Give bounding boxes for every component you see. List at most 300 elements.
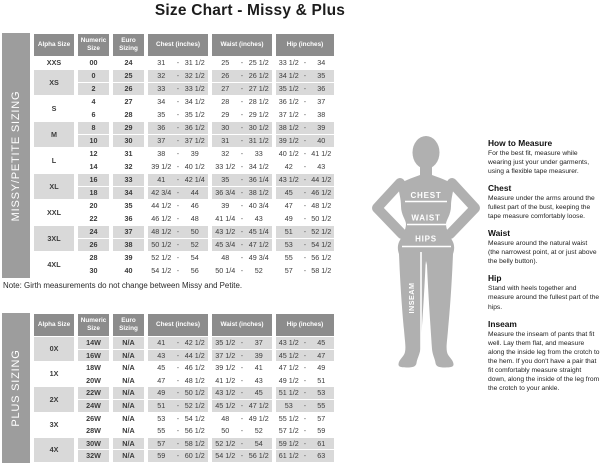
chest-min: 46 1/2 — [151, 214, 172, 223]
alpha-size-cell: XS — [34, 70, 74, 95]
hip-range-cell — [276, 413, 334, 425]
hip-min: 45 1/2 — [278, 350, 299, 360]
hip-max: 49 — [317, 363, 326, 373]
table-row — [34, 252, 334, 264]
range-dash: - — [240, 227, 244, 236]
waist-max: 52 — [254, 266, 263, 275]
alpha-size-cell: S — [34, 96, 74, 121]
range-dash: - — [240, 149, 244, 158]
chest-min: 45 — [157, 363, 166, 373]
range-dash: - — [240, 253, 244, 262]
table-row — [34, 450, 334, 462]
euro-size-cell: 36 — [113, 213, 144, 225]
hip-max: 47 — [317, 350, 326, 360]
instruction-heading: Waist — [488, 228, 511, 239]
hip-range-cell — [276, 213, 334, 225]
numeric-size-cell: 16W — [78, 350, 109, 362]
range-dash: - — [303, 375, 307, 385]
euro-size-cell: N/A — [113, 337, 144, 349]
table-row — [34, 226, 334, 238]
euro-size-cell: N/A — [113, 362, 144, 374]
range-dash: - — [176, 240, 180, 249]
chest-range-cell — [148, 187, 208, 199]
hips-figure-label: HIPS — [415, 234, 437, 244]
numeric-size-cell: 2 — [78, 83, 109, 95]
range-dash: - — [240, 71, 244, 80]
hip-min: 61 1/2 — [278, 451, 299, 461]
range-dash: - — [176, 175, 180, 184]
hip-min: 47 1/2 — [278, 363, 299, 373]
waist-range-cell — [212, 187, 272, 199]
euro-size-cell: 26 — [113, 83, 144, 95]
chest-max: 50 1/2 — [184, 388, 205, 398]
chest-range-cell — [148, 109, 208, 121]
hip-range-cell — [276, 265, 334, 277]
numeric-size-cell: 32W — [78, 450, 109, 462]
chest-max: 50 — [190, 227, 199, 236]
euro-size-cell: 29 — [113, 122, 144, 134]
hip-range-cell — [276, 438, 334, 450]
numeric-size-cell: 20 — [78, 200, 109, 212]
euro-size-cell: N/A — [113, 438, 144, 450]
hip-range-cell — [276, 362, 334, 374]
range-dash: - — [240, 84, 244, 93]
chest-max: 52 — [190, 240, 199, 249]
waist-range-cell — [212, 425, 272, 437]
waist-max: 43 — [254, 214, 263, 223]
range-dash: - — [303, 253, 307, 262]
waist-max: 45 — [254, 388, 263, 398]
chest-min: 33 — [157, 84, 166, 93]
numeric-size-cell: 00 — [78, 57, 109, 69]
range-dash: - — [176, 84, 180, 93]
range-dash: - — [303, 84, 307, 93]
chest-range-cell — [148, 83, 208, 95]
waist-max: 47 1/2 — [248, 240, 269, 249]
waist-min: 30 — [221, 123, 230, 132]
hip-max: 41 1/2 — [311, 149, 332, 158]
range-dash: - — [240, 400, 244, 410]
waist-range-cell — [212, 226, 272, 238]
numeric-size-cell: 12 — [78, 148, 109, 160]
hip-range-cell — [276, 200, 334, 212]
euro-size-cell: 30 — [113, 135, 144, 147]
table-row — [34, 122, 334, 134]
alpha-size-cell: 3XL — [34, 226, 74, 251]
range-dash: - — [176, 110, 180, 119]
numeric-size-cell: 24W — [78, 400, 109, 412]
waist-range-cell — [212, 161, 272, 173]
hip-max: 38 — [317, 110, 326, 119]
chest-range-cell — [148, 200, 208, 212]
chest-range-cell — [148, 226, 208, 238]
chest-max: 54 1/2 — [184, 413, 205, 423]
hip-range-cell — [276, 109, 334, 121]
chest-max: 56 — [190, 266, 199, 275]
chest-max: 35 1/2 — [184, 110, 205, 119]
chest-range-cell — [148, 350, 208, 362]
hip-max: 61 — [317, 438, 326, 448]
alpha-size-cell: XXL — [34, 200, 74, 225]
waist-range-cell — [212, 252, 272, 264]
column-header: Waist (inches) — [212, 34, 272, 56]
range-dash: - — [240, 97, 244, 106]
column-header: Numeric Size — [78, 314, 109, 336]
hip-max: 52 1/2 — [311, 227, 332, 236]
chest-max: 46 1/2 — [184, 363, 205, 373]
hip-range-cell — [276, 70, 334, 82]
euro-size-cell: N/A — [113, 450, 144, 462]
table-row — [34, 213, 334, 225]
waist-min: 39 1/2 — [215, 363, 236, 373]
range-dash: - — [240, 363, 244, 373]
chest-max: 60 1/2 — [184, 451, 205, 461]
range-dash: - — [303, 58, 307, 67]
chest-range-cell — [148, 148, 208, 160]
waist-min: 45 1/2 — [215, 400, 236, 410]
table-row — [34, 375, 334, 387]
table-row — [34, 187, 334, 199]
numeric-size-cell: 26 — [78, 239, 109, 251]
chest-min: 38 — [157, 149, 166, 158]
missy-petite-section — [2, 33, 338, 278]
instruction-heading: Chest — [488, 183, 512, 194]
waist-min: 48 — [221, 253, 230, 262]
waist-range-cell — [212, 200, 272, 212]
hip-min: 49 1/2 — [278, 375, 299, 385]
waist-range-cell — [212, 57, 272, 69]
range-dash: - — [303, 110, 307, 119]
waist-min: 35 1/2 — [215, 338, 236, 347]
numeric-size-cell: 26W — [78, 413, 109, 425]
page-title: Size Chart - Missy & Plus — [154, 2, 346, 19]
chest-min: 49 — [157, 388, 166, 398]
instruction-body: Measure the inseam of pants that fit well. Lay them flat, and measure along the inside leg from the crotch to the hem. If you don't have a pair that fit comfortably measure straight down, along the inside of the leg from the crotch to your ankle. — [488, 330, 600, 392]
euro-size-cell: 27 — [113, 96, 144, 108]
numeric-size-cell: 16 — [78, 174, 109, 186]
chest-min: 48 1/2 — [151, 227, 172, 236]
table-row — [34, 135, 334, 147]
waist-range-cell — [212, 83, 272, 95]
waist-max: 49 1/2 — [248, 413, 269, 423]
hip-max: 58 1/2 — [311, 266, 332, 275]
range-dash: - — [176, 214, 180, 223]
range-dash: - — [303, 188, 307, 197]
plus-sizing-label: PLUS SIZING — [10, 349, 22, 427]
chest-max: 48 1/2 — [184, 375, 205, 385]
waist-max: 28 1/2 — [248, 97, 269, 106]
range-dash: - — [176, 375, 180, 385]
hip-range-cell — [276, 387, 334, 399]
hip-range-cell — [276, 350, 334, 362]
numeric-size-cell: 8 — [78, 122, 109, 134]
waist-max: 27 1/2 — [248, 84, 269, 93]
waist-max: 29 1/2 — [248, 110, 269, 119]
waist-min: 50 1/4 — [215, 266, 236, 275]
waist-max: 39 — [254, 350, 263, 360]
euro-size-cell: N/A — [113, 425, 144, 437]
waist-range-cell — [212, 362, 272, 374]
body-silhouette — [371, 135, 483, 373]
missy-petite-sidebar — [2, 33, 30, 278]
waist-range-cell — [212, 265, 272, 277]
hip-range-cell — [276, 57, 334, 69]
range-dash: - — [303, 400, 307, 410]
waist-min: 48 — [221, 413, 230, 423]
column-header: Euro Sizing — [113, 314, 144, 336]
numeric-size-cell: 28 — [78, 252, 109, 264]
chest-min: 51 — [157, 400, 166, 410]
chest-min: 34 — [157, 97, 166, 106]
chest-range-cell — [148, 337, 208, 349]
range-dash: - — [303, 214, 307, 223]
column-header: Alpha Size — [34, 314, 74, 336]
euro-size-cell: 35 — [113, 200, 144, 212]
waist-min: 25 — [221, 58, 230, 67]
table-row — [34, 109, 334, 121]
waist-range-cell — [212, 122, 272, 134]
alpha-size-cell: L — [34, 148, 74, 173]
table-row — [34, 438, 334, 450]
chest-min: 54 1/2 — [151, 266, 172, 275]
waist-range-cell — [212, 96, 272, 108]
range-dash: - — [176, 71, 180, 80]
euro-size-cell: N/A — [113, 413, 144, 425]
hip-min: 33 1/2 — [278, 58, 299, 67]
range-dash: - — [176, 438, 180, 448]
hip-max: 48 1/2 — [311, 201, 332, 210]
chest-range-cell — [148, 161, 208, 173]
table-row — [34, 425, 334, 437]
range-dash: - — [303, 438, 307, 448]
chest-min: 37 — [157, 136, 166, 145]
chest-range-cell — [148, 213, 208, 225]
hip-min: 42 — [284, 162, 293, 171]
waist-max: 38 1/2 — [248, 188, 269, 197]
chest-min: 41 — [157, 175, 166, 184]
waist-max: 43 — [254, 375, 263, 385]
chest-range-cell — [148, 70, 208, 82]
header-row — [34, 34, 334, 56]
hip-min: 55 1/2 — [278, 413, 299, 423]
chest-min: 57 — [157, 438, 166, 448]
euro-size-cell: 33 — [113, 174, 144, 186]
hip-max: 50 1/2 — [311, 214, 332, 223]
hip-max: 40 — [317, 136, 326, 145]
chest-range-cell — [148, 362, 208, 374]
hip-range-cell — [276, 83, 334, 95]
waist-max: 56 1/2 — [248, 451, 269, 461]
hip-range-cell — [276, 135, 334, 147]
waist-range-cell — [212, 337, 272, 349]
chest-max: 31 1/2 — [184, 58, 205, 67]
chest-max: 33 1/2 — [184, 84, 205, 93]
range-dash: - — [240, 110, 244, 119]
hip-max: 56 1/2 — [311, 253, 332, 262]
hip-max: 63 — [317, 451, 326, 461]
hip-min: 51 — [284, 227, 293, 236]
waist-figure-label: WAIST — [411, 213, 441, 223]
euro-size-cell: 34 — [113, 187, 144, 199]
waist-min: 32 — [221, 149, 230, 158]
table-row — [34, 337, 334, 349]
hip-min: 36 1/2 — [278, 97, 299, 106]
numeric-size-cell: 14 — [78, 161, 109, 173]
chest-min: 36 — [157, 123, 166, 132]
plus-section — [2, 313, 338, 463]
hip-min: 34 1/2 — [278, 71, 299, 80]
numeric-size-cell: 6 — [78, 109, 109, 121]
chest-min: 41 — [157, 338, 166, 347]
instruction-body: Measure around the natural waist (the narrowest point, at or just above the belly button). — [488, 240, 597, 266]
table-row — [34, 400, 334, 412]
waist-range-cell — [212, 148, 272, 160]
column-header: Waist (inches) — [212, 314, 272, 336]
range-dash: - — [303, 136, 307, 145]
euro-size-cell: 39 — [113, 252, 144, 264]
range-dash: - — [240, 214, 244, 223]
silhouette-left-arm — [377, 183, 402, 234]
chest-range-cell — [148, 96, 208, 108]
waist-min: 43 1/2 — [215, 388, 236, 398]
chest-max: 44 — [190, 188, 199, 197]
range-dash: - — [240, 136, 244, 145]
table-row — [34, 57, 334, 69]
numeric-size-cell: 30 — [78, 265, 109, 277]
alpha-size-cell: 4X — [34, 438, 74, 462]
chest-max: 42 1/2 — [184, 338, 205, 347]
hip-min: 57 1/2 — [278, 426, 299, 436]
table-row — [34, 70, 334, 82]
numeric-size-cell: 28W — [78, 425, 109, 437]
hip-range-cell — [276, 400, 334, 412]
chest-range-cell — [148, 57, 208, 69]
alpha-size-cell: XL — [34, 174, 74, 199]
chest-range-cell — [148, 122, 208, 134]
waist-range-cell — [212, 438, 272, 450]
table-row — [34, 96, 334, 108]
alpha-size-cell: M — [34, 122, 74, 147]
range-dash: - — [176, 253, 180, 262]
column-header: Chest (inches) — [148, 34, 208, 56]
range-dash: - — [303, 338, 307, 347]
chest-max: 54 — [190, 253, 199, 262]
column-header: Hip (inches) — [276, 314, 334, 336]
instruction-section — [488, 273, 600, 311]
waist-range-cell — [212, 413, 272, 425]
euro-size-cell: N/A — [113, 400, 144, 412]
waist-range-cell — [212, 239, 272, 251]
range-dash: - — [176, 426, 180, 436]
numeric-size-cell: 18 — [78, 187, 109, 199]
range-dash: - — [303, 350, 307, 360]
chest-min: 52 1/2 — [151, 253, 172, 262]
chest-figure-label: CHEST — [410, 191, 442, 200]
range-dash: - — [240, 375, 244, 385]
hip-range-cell — [276, 174, 334, 186]
chest-min: 53 — [157, 413, 166, 423]
alpha-size-cell: 0X — [34, 337, 74, 361]
instruction-section — [488, 228, 600, 266]
hip-range-cell — [276, 122, 334, 134]
plus-sidebar — [2, 313, 30, 463]
instruction-heading: How to Measure — [488, 138, 553, 148]
waist-range-cell — [212, 174, 272, 186]
girth-footnote: Note: Girth measurements do not change between Missy and Petite. — [3, 281, 243, 290]
hip-max: 46 1/2 — [311, 188, 332, 197]
plus-size-table — [30, 313, 338, 463]
numeric-size-cell: 20W — [78, 375, 109, 387]
euro-size-cell: 40 — [113, 265, 144, 277]
table-row — [34, 83, 334, 95]
range-dash: - — [176, 162, 180, 171]
range-dash: - — [176, 451, 180, 461]
instruction-section — [488, 183, 600, 221]
waist-range-cell — [212, 375, 272, 387]
hip-range-cell — [276, 239, 334, 251]
range-dash: - — [303, 413, 307, 423]
hip-min: 57 — [284, 266, 293, 275]
numeric-size-cell: 10 — [78, 135, 109, 147]
chest-range-cell — [148, 400, 208, 412]
chest-min: 39 1/2 — [151, 162, 172, 171]
chest-min: 32 — [157, 71, 166, 80]
chest-range-cell — [148, 239, 208, 251]
waist-max: 37 — [254, 338, 263, 347]
alpha-size-cell: 2X — [34, 387, 74, 411]
chest-max: 56 1/2 — [184, 426, 205, 436]
numeric-size-cell: 0 — [78, 70, 109, 82]
table-row — [34, 362, 334, 374]
column-header: Alpha Size — [34, 34, 74, 56]
hip-range-cell — [276, 187, 334, 199]
hip-max: 34 — [317, 58, 326, 67]
missy-petite-sizing-label: MISSY/PETITE SIZING — [10, 90, 22, 221]
range-dash: - — [303, 149, 307, 158]
waist-range-cell — [212, 109, 272, 121]
waist-max: 34 1/2 — [248, 162, 269, 171]
body-silhouette-svg — [371, 135, 483, 373]
chest-max: 36 1/2 — [184, 123, 205, 132]
table-row — [34, 200, 334, 212]
hip-max: 54 1/2 — [311, 240, 332, 249]
euro-size-cell: 25 — [113, 70, 144, 82]
chest-max: 52 1/2 — [184, 400, 205, 410]
hip-range-cell — [276, 252, 334, 264]
range-dash: - — [303, 227, 307, 236]
chest-max: 48 — [190, 214, 199, 223]
range-dash: - — [240, 451, 244, 461]
range-dash: - — [303, 71, 307, 80]
chest-min: 43 — [157, 350, 166, 360]
hip-min: 53 — [284, 240, 293, 249]
euro-size-cell: N/A — [113, 375, 144, 387]
range-dash: - — [240, 175, 244, 184]
chest-max: 42 1/4 — [184, 175, 205, 184]
hip-max: 51 — [317, 375, 326, 385]
euro-size-cell: 37 — [113, 226, 144, 238]
hip-range-cell — [276, 337, 334, 349]
table-row — [34, 265, 334, 277]
hip-min: 51 1/2 — [278, 388, 299, 398]
hip-min: 39 1/2 — [278, 136, 299, 145]
column-header: Hip (inches) — [276, 34, 334, 56]
range-dash: - — [176, 58, 180, 67]
chest-max: 40 1/2 — [184, 162, 205, 171]
range-dash: - — [240, 350, 244, 360]
numeric-size-cell: 30W — [78, 438, 109, 450]
numeric-size-cell: 22 — [78, 213, 109, 225]
